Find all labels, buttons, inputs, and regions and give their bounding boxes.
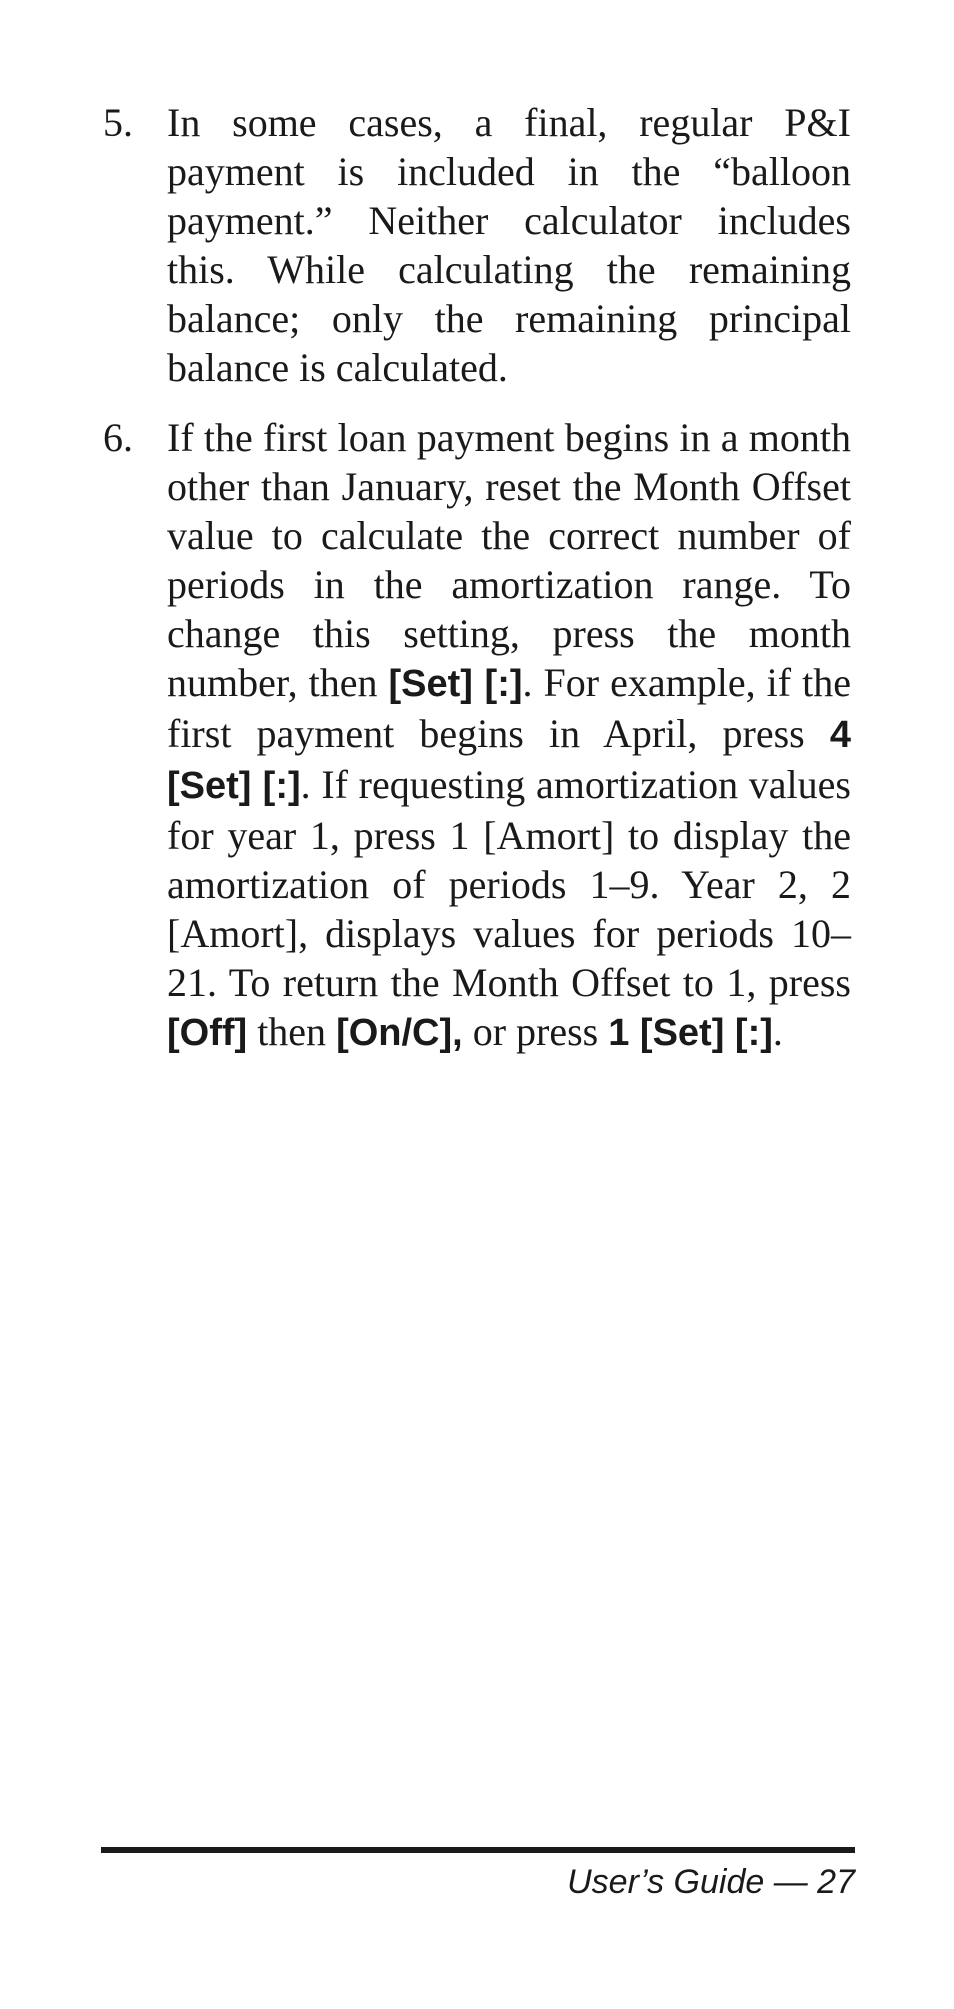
item-text: . [772, 1009, 783, 1054]
page-content [103, 98, 851, 1058]
key-sequence-1-set-colon: 1 [Set] [:] [608, 1012, 773, 1054]
item-text: or press [462, 1009, 609, 1054]
key-sequence-set-colon: [Set] [:] [388, 663, 523, 705]
item-text: If the first loan payment begins in a month other than January, reset the Month Offset value to calculate the correct number of periods in the amortization range. To change this setting, press the month number, then [167, 415, 851, 705]
item-text: . If requesting amortization values for year 1, press 1 [Amort] to display the amortization of periods 1–9. Year 2, 2 [Amort], displays values for periods 10–21. To return the Month Offset to 1, press [167, 762, 851, 1005]
item-number: 6. [103, 415, 133, 460]
key-on-c: [On/C], [336, 1012, 463, 1054]
list-item-6 [103, 413, 851, 1058]
footer-rule [101, 1847, 855, 1853]
item-text: In some cases, a final, regular P&I payment is included in the “balloon payment.” Neither calculator includes this. While calculating the remaining balance; only the remaining principal balance is calculated. [167, 100, 851, 390]
list-item-5 [103, 98, 851, 392]
key-off: [Off] [167, 1012, 248, 1054]
item-text: then [247, 1009, 337, 1054]
item-text: . For example, if the first payment begins in April, press [167, 660, 851, 756]
item-number: 5. [103, 100, 133, 145]
key-sequence-4-set-colon: 4 [Set] [:] [167, 714, 851, 807]
page-footer: User’s Guide — 27 [567, 1863, 855, 1901]
